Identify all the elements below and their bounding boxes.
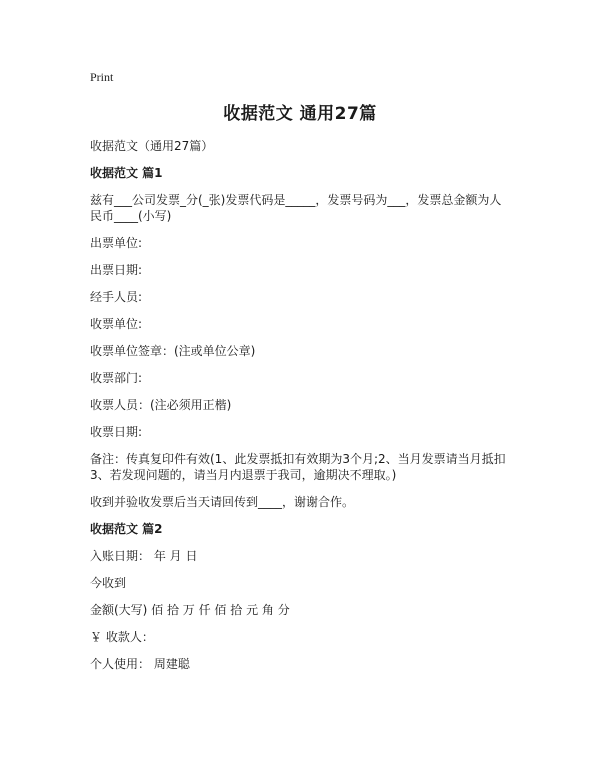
- paragraph: ￥ 收款人：: [90, 630, 154, 644]
- section-2-heading: 收据范文 篇2: [90, 522, 163, 536]
- paragraph: 入账日期： 年 月 日: [90, 549, 198, 563]
- paragraph: 出票日期:: [90, 263, 143, 277]
- paragraph: 兹有___公司发票_分(_张)发票代码是_____，发票号码为___，发票总金额为人民币____(小写): [90, 193, 502, 223]
- paragraph: 经手人员:: [90, 290, 143, 304]
- print-link[interactable]: Print: [90, 70, 114, 84]
- paragraph: 收票部门:: [90, 371, 143, 385]
- paragraph: 收票单位:: [90, 317, 143, 331]
- intro-line: 收据范文（通用27篇）: [90, 139, 214, 153]
- paragraph: 收票单位签章：(注或单位公章): [90, 344, 256, 358]
- paragraph: 今收到: [90, 576, 127, 590]
- paragraph: 金额(大写) 佰 拾 万 仟 佰 拾 元 角 分: [90, 603, 290, 617]
- document-title: 收据范文 通用27篇: [223, 104, 377, 124]
- paragraph: 收票人员：(注必须用正楷): [90, 398, 232, 412]
- paragraph: 出票单位:: [90, 236, 143, 250]
- paragraph: 收票日期:: [90, 425, 143, 439]
- paragraph: 个人使用： 周建聪: [90, 657, 190, 671]
- paragraph: 收到并验收发票后当天请回传到____，谢谢合作。: [90, 495, 355, 509]
- section-1-heading: 收据范文 篇1: [90, 166, 163, 180]
- paragraph: 备注：传真复印件有效(1、此发票抵扣有效期为3个月;2、当月发票请当月抵扣3、若发现问题的，请当月内退票于我司，逾期决不理取。): [90, 452, 506, 482]
